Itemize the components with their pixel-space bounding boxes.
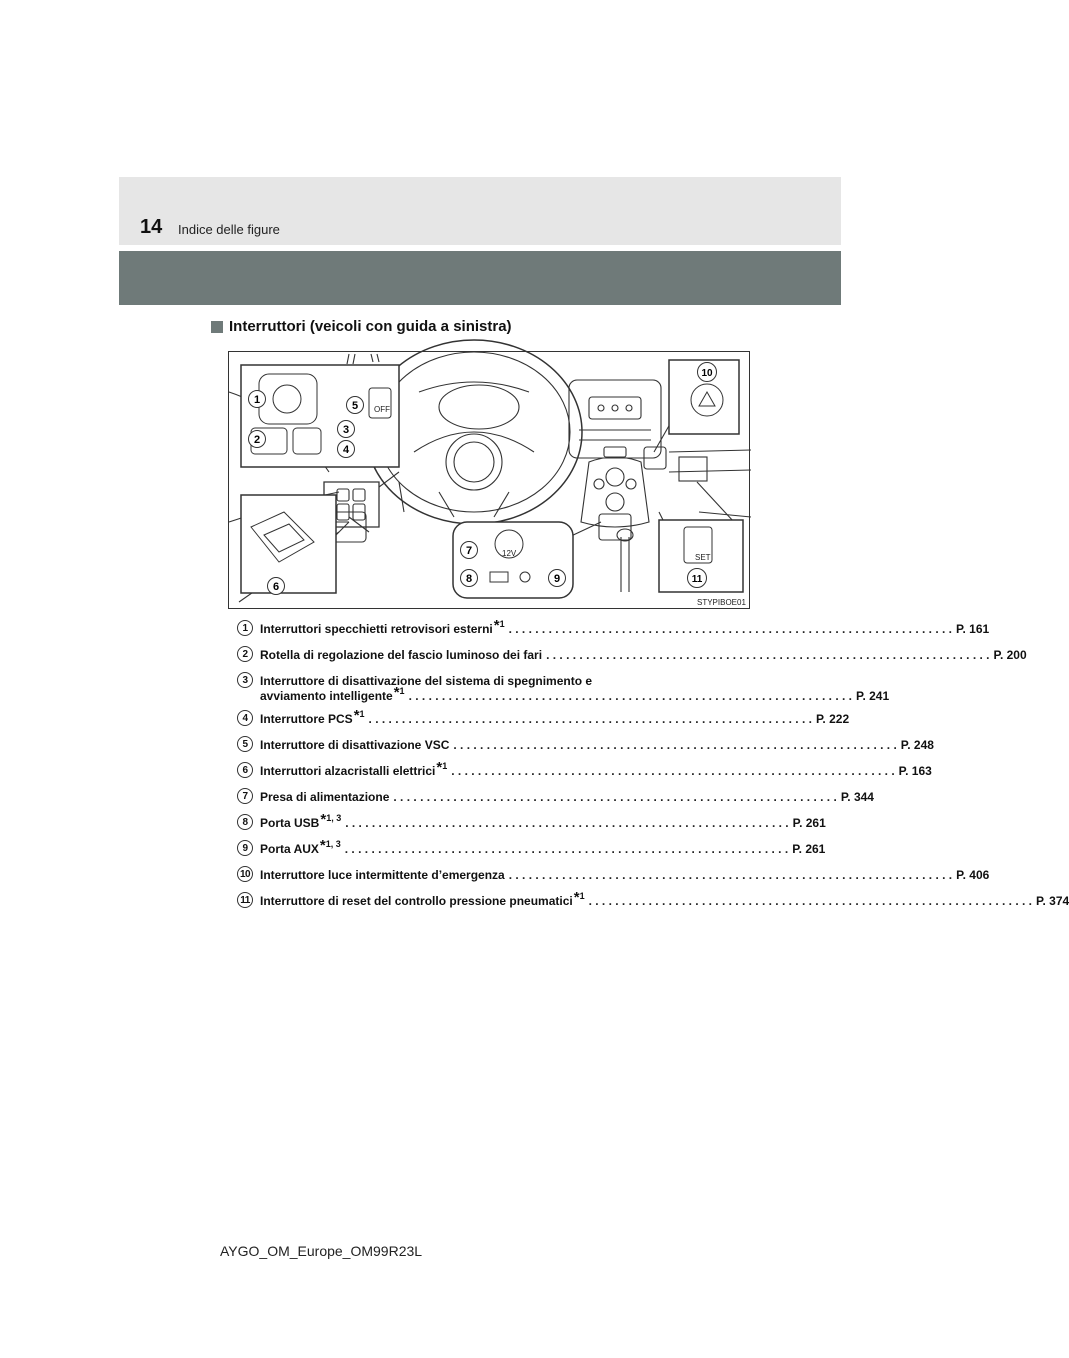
list-item-8 xyxy=(237,811,826,842)
item-text: Interruttore luce intermittente d’emergenza xyxy=(260,868,505,882)
list-item-3 xyxy=(237,674,890,712)
dot-leader xyxy=(345,816,788,831)
page-ref[interactable]: P. 406 xyxy=(956,868,990,882)
page-ref[interactable]: P. 261 xyxy=(792,842,826,856)
footnote-star: * xyxy=(353,707,360,724)
list-item-9 xyxy=(237,837,826,868)
item-text: Porta AUX xyxy=(260,842,319,856)
dot-leader xyxy=(393,790,836,805)
item-text: avviamento intelligente xyxy=(260,689,393,703)
callout-10 xyxy=(698,363,717,382)
item-text-line1: Interruttore di disattivazione del sistema di spegnimento e xyxy=(260,674,593,688)
item-number-badge: 4 xyxy=(237,710,253,726)
footnote-ref: 1 xyxy=(359,709,365,719)
item-number-badge: 3 xyxy=(237,672,253,688)
page-ref[interactable]: P. 344 xyxy=(840,790,874,804)
item-text: Rotella di regolazione del fascio luminoso dei fari xyxy=(260,648,543,662)
svg-text:8: 8 xyxy=(465,573,473,585)
page-ref[interactable]: P. 374 xyxy=(1036,894,1069,908)
footnote-star: * xyxy=(573,889,580,906)
dashboard-svg xyxy=(229,352,751,610)
item-text: Interruttore PCS xyxy=(260,712,353,726)
page-number: 14 xyxy=(140,216,163,238)
dot-leader xyxy=(345,842,788,857)
power-12v-label: 12V xyxy=(502,549,517,558)
footnote-star: * xyxy=(393,684,400,701)
svg-text:5: 5 xyxy=(351,400,359,412)
item-number-badge: 6 xyxy=(237,762,253,778)
footnote-ref: 1 xyxy=(579,891,585,901)
callout-3 xyxy=(338,421,355,438)
item-text: Porta USB xyxy=(260,816,320,830)
svg-text:6: 6 xyxy=(272,581,280,593)
callout-5 xyxy=(347,397,364,414)
item-text: Interruttori alzacristalli elettrici xyxy=(260,764,436,778)
svg-text:4: 4 xyxy=(342,444,350,456)
footnote-ref: 1, 3 xyxy=(325,839,341,849)
tpms-set-label: SET xyxy=(695,553,711,562)
page-ref[interactable]: P. 200 xyxy=(993,648,1027,662)
svg-text:3: 3 xyxy=(342,424,350,436)
item-text: Interruttori specchietti retrovisori esterni xyxy=(260,622,493,636)
page-ref[interactable]: P. 248 xyxy=(900,738,934,752)
callout-8 xyxy=(461,570,478,587)
footer-doc-code: AYGO_OM_Europe_OM99R23L xyxy=(220,1243,423,1259)
svg-text:11: 11 xyxy=(691,574,703,585)
chapter-band xyxy=(119,251,841,305)
list-item-6 xyxy=(237,759,932,790)
item-number-badge: 2 xyxy=(237,646,253,662)
item-number-badge: 9 xyxy=(237,840,253,856)
dot-leader xyxy=(451,764,894,779)
page-ref[interactable]: P. 222 xyxy=(815,712,850,726)
page-ref[interactable]: P. 261 xyxy=(792,816,826,830)
item-number-badge: 1 xyxy=(237,620,253,636)
callout-7 xyxy=(461,542,478,559)
dot-leader xyxy=(453,738,896,753)
dot-leader xyxy=(509,622,952,637)
footnote-ref: 1 xyxy=(399,686,405,696)
svg-text:7: 7 xyxy=(465,545,473,557)
list-item-10 xyxy=(237,868,990,894)
items-list xyxy=(237,617,1069,920)
callout-4 xyxy=(338,441,355,458)
footnote-star: * xyxy=(436,759,443,776)
figure-code: STYPIBOE01 xyxy=(697,598,746,607)
list-item-5 xyxy=(237,738,934,764)
item-text: Interruttore di reset del controllo pressione pneumatici xyxy=(260,894,573,908)
item-text: Presa di alimentazione xyxy=(260,790,390,804)
footnote-ref: 1, 3 xyxy=(326,813,342,823)
dashboard-illustration xyxy=(228,351,750,609)
list-item-7 xyxy=(237,790,874,816)
vsc-off-label: OFF xyxy=(374,405,390,414)
footnote-star: * xyxy=(319,837,326,854)
dot-leader xyxy=(369,712,812,727)
list-item-11 xyxy=(237,889,1069,920)
svg-text:9: 9 xyxy=(553,573,561,585)
page-ref[interactable]: P. 161 xyxy=(956,622,990,636)
callout-11 xyxy=(688,569,707,588)
svg-text:1: 1 xyxy=(253,394,261,406)
dot-leader xyxy=(546,648,989,663)
section-heading xyxy=(211,318,512,335)
item-number-badge: 11 xyxy=(237,892,253,908)
svg-text:2: 2 xyxy=(253,434,261,446)
footnote-ref: 1 xyxy=(442,761,448,771)
item-number-badge: 8 xyxy=(237,814,253,830)
section-marker-icon xyxy=(211,321,223,333)
callout-9 xyxy=(549,570,566,587)
header-title: Indice delle figure xyxy=(178,222,280,237)
list-item-1 xyxy=(237,617,990,648)
svg-text:10: 10 xyxy=(701,368,713,379)
page-ref[interactable]: P. 163 xyxy=(898,764,932,778)
item-text: Interruttore di disattivazione VSC xyxy=(260,738,450,752)
section-title: Interruttori (veicoli con guida a sinistra) xyxy=(229,318,512,335)
dot-leader xyxy=(409,689,852,704)
callout-1 xyxy=(249,391,266,408)
list-item-2 xyxy=(237,648,1027,674)
list-item-4 xyxy=(237,707,850,738)
dot-leader xyxy=(589,894,1032,909)
callout-6 xyxy=(268,578,285,595)
item-number-badge: 5 xyxy=(237,736,253,752)
footnote-star: * xyxy=(320,811,327,828)
item-number-badge: 7 xyxy=(237,788,253,804)
dot-leader xyxy=(509,868,952,883)
footnote-ref: 1 xyxy=(499,619,505,629)
callout-2 xyxy=(249,431,266,448)
item-number-badge: 10 xyxy=(237,866,253,882)
footnote-star: * xyxy=(493,617,500,634)
page-ref[interactable]: P. 241 xyxy=(855,689,890,703)
